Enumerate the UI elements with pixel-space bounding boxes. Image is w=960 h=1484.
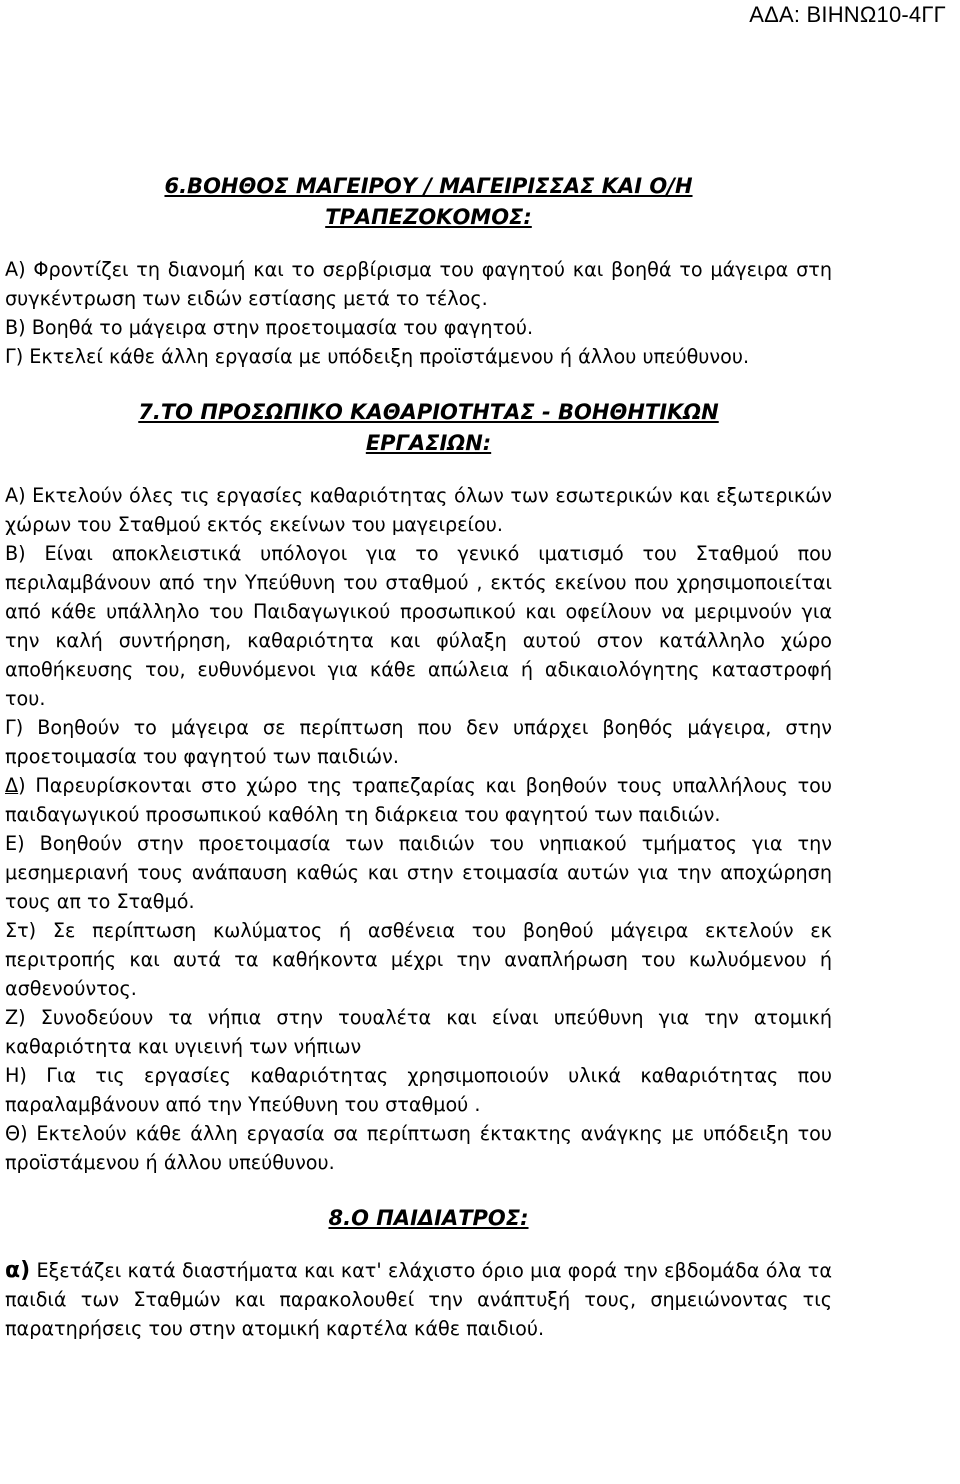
section-7-item-d: [5, 771, 832, 829]
section-7-title-line1: 7.ΤΟ ΠΡΟΣΩΠΙΚΟ ΚΑΘΑΡΙΟΤΗΤΑΣ - ΒΟΗΘΗΤΙΚΩΝ: [138, 400, 719, 424]
section-7-item-d-text: ) Παρευρίσκονται στο χώρο της τραπεζαρίας και βοηθούν τους υπαλλήλους του παιδαγωγικού προσωπικού καθόλη τη διάρκεια του φαγητού των παιδιών.: [5, 774, 832, 826]
section-8: [5, 1203, 832, 1343]
section-6-title-line1: 6.ΒΟΗΘΟΣ ΜΑΓΕΙΡΟΥ / ΜΑΓΕΙΡΙΣΣΑΣ ΚΑΙ Ο/Η: [164, 174, 693, 198]
section-6-title-line2: ΤΡΑΠΕΖΟΚΟΜΟΣ:: [325, 205, 532, 229]
section-7-item-e: Ε) Βοηθούν στην προετοιμασία των παιδιών του νηπιακού τμήματος για την μεσημεριανή τους ανάπαυση καθώς και στην ετοιμασία αυτών για την αποχώρηση τους απ το Σταθμό.: [5, 832, 832, 913]
section-7: [5, 397, 832, 1177]
section-6-item-a: Α) Φροντίζει τη διανομή και το σερβίρισμα του φαγητού και βοηθά το μάγειρα στη συγκέντρωση των ειδών εστίασης μετά το τέλος.: [5, 258, 832, 310]
section-6-item-c: Γ) Εκτελεί κάθε άλλη εργασία με υπόδειξη προϊστάμενου ή άλλου υπεύθυνου.: [5, 345, 750, 368]
section-7-item-a: Α) Εκτελούν όλες τις εργασίες καθαριότητας όλων των εσωτερικών και εξωτερικών χώρων του Σταθμού εκτός εκείνων του μαγειρείου.: [5, 484, 832, 536]
ada-code: ΑΔΑ: ΒΙΗΝΩ10-4ΓΓ: [749, 2, 946, 27]
section-7-item-z: Ζ) Συνοδεύουν τα νήπια στην τουαλέτα και είναι υπεύθυνη για την ατομική καθαριότητα και υγιεινή των νήπιων: [5, 1006, 832, 1058]
section-7-item-st: Στ) Σε περίπτωση κωλύματος ή ασθένεια του βοηθού μάγειρα εκτελούν εκ περιτροπής και αυτά τα καθήκοντα μέχρι την αναπλήρωση του κωλυόμενου ή ασθενούντος.: [5, 919, 832, 1000]
section-8-item-a-text: Εξετάζει κατά διαστήματα και κατ' ελάχιστο όριο μια φορά την εβδομάδα όλα τα παιδιά των Σταθμών και παρακολουθεί την ανάπτυξή τους, σημειώνοντας τις παρατηρήσεις του στην ατομική καρτέλα κάθε παιδιού.: [5, 1259, 832, 1340]
document-body: [5, 171, 832, 1343]
section-7-item-b: Β) Είναι αποκλειστικά υπόλογοι για το γενικό ιματισμό του Σταθμού που περιλαμβάνουν από την Υπεύθυνη του σταθμού , εκτός εκείνου που χρησιμοποιείται από κάθε υπάλληλο του Παιδαγωγικού προσωπικού και οφείλουν να μεριμνούν για την καλή συντήρηση, καθαριότητα και φύλαξη αυτού στον κατάλληλο χώρο αποθήκευσης του, ευθυνόμενοι για κάθε απώλεια ή αδικαιολόγητης καταστροφή του.: [5, 542, 832, 710]
section-8-title: 8.Ο ΠΑΙΔΙΑΤΡΟΣ:: [328, 1206, 529, 1230]
section-7-item-c: Γ) Βοηθούν το μάγειρα σε περίπτωση που δεν υπάρχει βοηθός μάγειρα, στην προετοιμασία του φαγητού των παιδιών.: [5, 716, 832, 768]
section-7-item-d-letter: Δ: [5, 774, 19, 797]
section-7-title-line2: ΕΡΓΑΣΙΩΝ:: [365, 431, 492, 455]
section-8-item-a: [5, 1256, 832, 1343]
section-7-item-h: Η) Για τις εργασίες καθαριότητας χρησιμοποιούν υλικά καθαριότητας που παραλαμβάνουν από την Υπεύθυνη του σταθμού .: [5, 1064, 832, 1116]
section-6: [5, 171, 832, 371]
section-7-item-th: Θ) Εκτελούν κάθε άλλη εργασία σα περίπτωση έκτακτης ανάγκης με υπόδειξη του προϊστάμενου ή άλλου υπεύθυνου.: [5, 1122, 832, 1174]
section-6-item-b: Β) Βοηθά το μάγειρα στην προετοιμασία του φαγητού.: [5, 316, 534, 339]
section-8-item-a-letter: α): [5, 1258, 31, 1283]
